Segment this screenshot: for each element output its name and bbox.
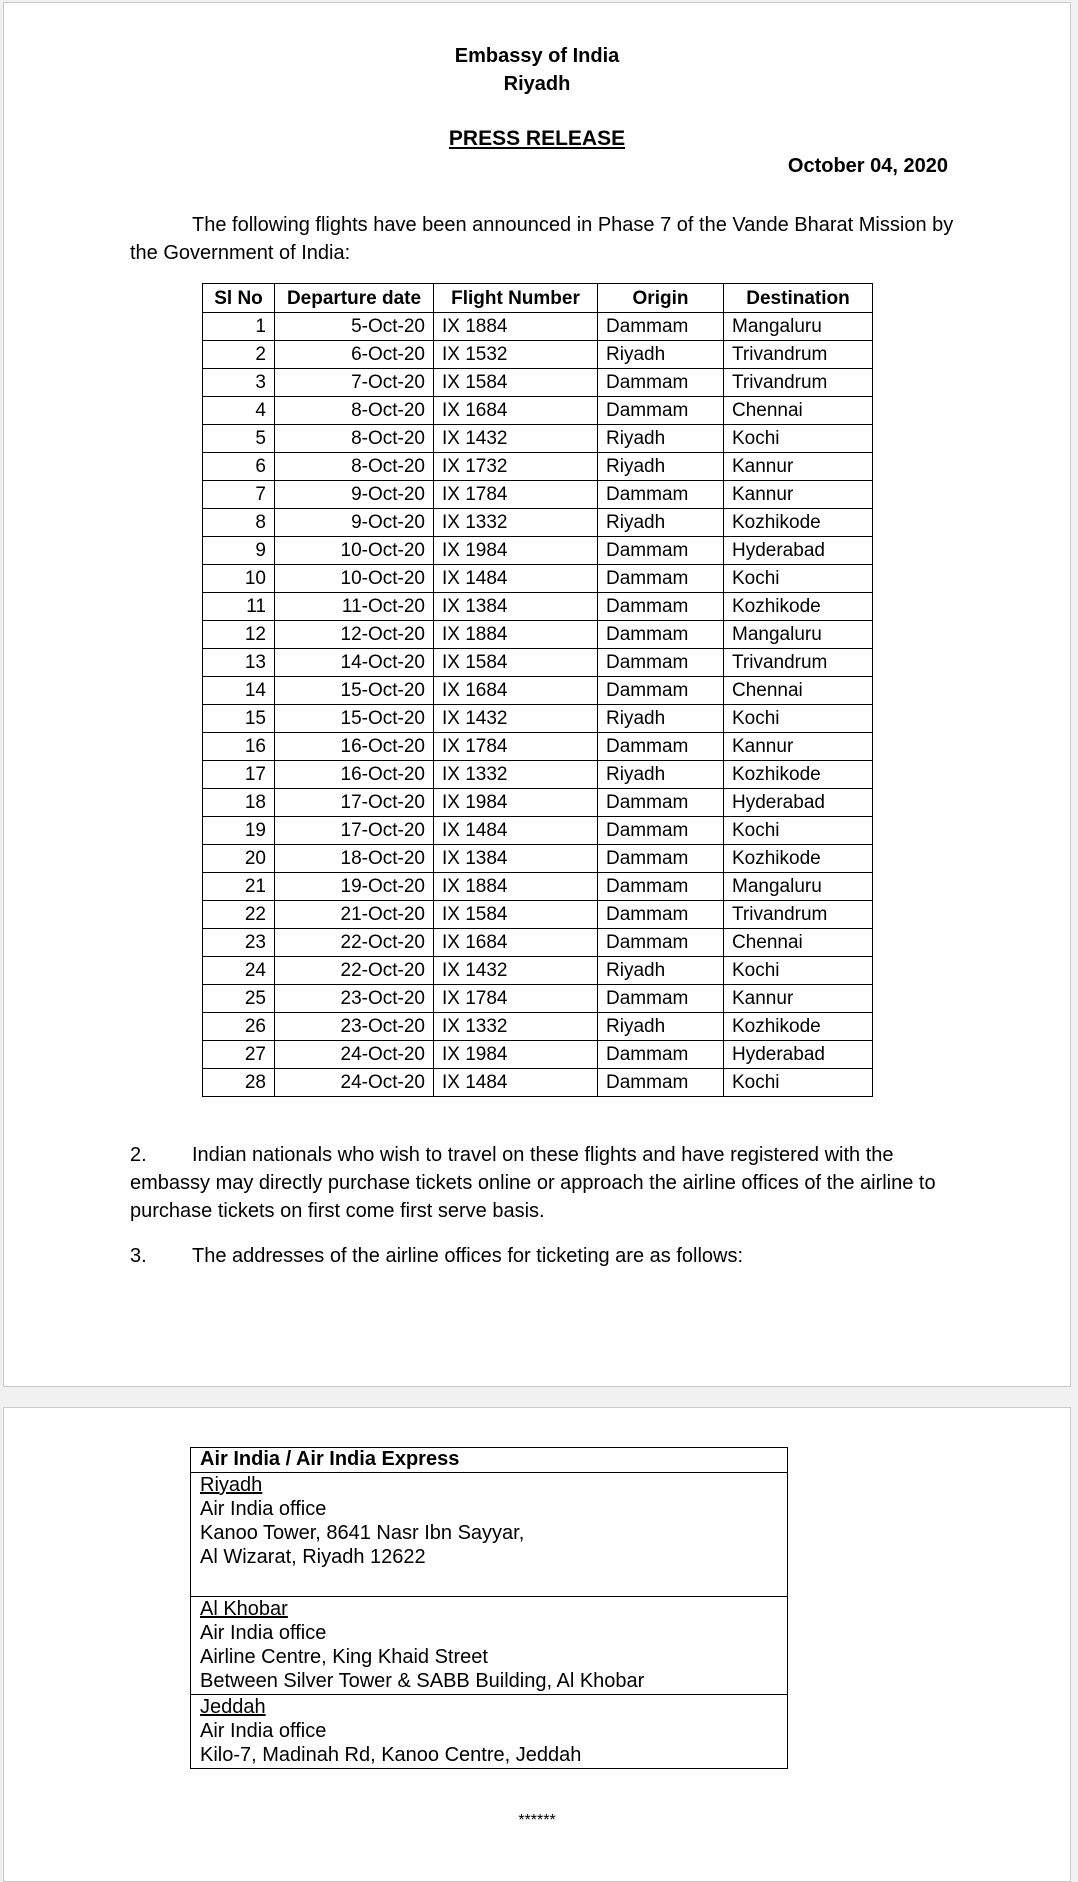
flight-number-cell: IX 1784: [434, 481, 598, 509]
destination-cell: Mangaluru: [724, 621, 873, 649]
table-row: [203, 957, 873, 985]
origin-cell: Riyadh: [598, 425, 724, 453]
flight-number-cell: IX 1484: [434, 1069, 598, 1097]
destination-cell: Chennai: [724, 397, 873, 425]
end-marker: ******: [518, 1812, 556, 1829]
destination-cell: Trivandrum: [724, 369, 873, 397]
office-khobar-line1: Air India office: [200, 1622, 327, 1644]
sl-no-cell: 15: [203, 705, 275, 733]
departure-date-cell: 17-Oct-20: [275, 817, 434, 845]
sl-no-cell: 9: [203, 537, 275, 565]
table-row: [203, 873, 873, 901]
destination-cell: Chennai: [724, 677, 873, 705]
sl-no-cell: 28: [203, 1069, 275, 1097]
offices-title: Air India / Air India Express: [191, 1448, 788, 1473]
departure-date-cell: 15-Oct-20: [275, 705, 434, 733]
destination-cell: Kozhikode: [724, 761, 873, 789]
flight-number-cell: IX 1332: [434, 761, 598, 789]
origin-cell: Dammam: [598, 677, 724, 705]
sl-no-cell: 20: [203, 845, 275, 873]
office-riyadh-city: Riyadh: [200, 1474, 263, 1496]
office-jeddah: [191, 1695, 788, 1769]
origin-cell: Riyadh: [598, 957, 724, 985]
origin-cell: Dammam: [598, 593, 724, 621]
destination-cell: Mangaluru: [724, 873, 873, 901]
flight-number-cell: IX 1384: [434, 593, 598, 621]
departure-date-cell: 24-Oct-20: [275, 1069, 434, 1097]
paragraph-3: [130, 1242, 956, 1270]
departure-date-cell: 12-Oct-20: [275, 621, 434, 649]
table-row: [203, 313, 873, 341]
destination-cell: Kochi: [724, 817, 873, 845]
table-row: [203, 761, 873, 789]
table-row: [203, 565, 873, 593]
table-row: [203, 481, 873, 509]
table-row: [203, 929, 873, 957]
departure-date-cell: 15-Oct-20: [275, 677, 434, 705]
sl-no-cell: 16: [203, 733, 275, 761]
table-row: [203, 341, 873, 369]
destination-cell: Kochi: [724, 1069, 873, 1097]
origin-cell: Riyadh: [598, 509, 724, 537]
sl-no-cell: 23: [203, 929, 275, 957]
office-riyadh-line1: Air India office: [200, 1498, 327, 1520]
destination-cell: Kochi: [724, 705, 873, 733]
flight-number-cell: IX 1484: [434, 565, 598, 593]
sl-no-cell: 24: [203, 957, 275, 985]
departure-date-cell: 14-Oct-20: [275, 649, 434, 677]
table-row: [203, 453, 873, 481]
office-riyadh-line3: Al Wizarat, Riyadh 12622: [200, 1546, 426, 1568]
sl-no-cell: 22: [203, 901, 275, 929]
destination-cell: Kozhikode: [724, 845, 873, 873]
origin-cell: Dammam: [598, 901, 724, 929]
destination-cell: Kochi: [724, 957, 873, 985]
destination-cell: Mangaluru: [724, 313, 873, 341]
departure-date-cell: 7-Oct-20: [275, 369, 434, 397]
embassy-city: Riyadh: [503, 73, 571, 95]
destination-cell: Kochi: [724, 425, 873, 453]
table-row: [203, 705, 873, 733]
table-row: [203, 817, 873, 845]
departure-date-cell: 9-Oct-20: [275, 509, 434, 537]
origin-cell: Riyadh: [598, 341, 724, 369]
office-riyadh-line2: Kanoo Tower, 8641 Nasr Ibn Sayyar,: [200, 1522, 525, 1544]
flight-number-cell: IX 1684: [434, 397, 598, 425]
table-row: [203, 425, 873, 453]
flight-number-cell: IX 1884: [434, 313, 598, 341]
intro-paragraph: The following flights have been announced in Phase 7 of the Vande Bharat Mission by the Government of India:: [130, 214, 954, 264]
flight-number-cell: IX 1484: [434, 817, 598, 845]
col-header-flight-number: Flight Number: [434, 284, 598, 313]
office-jeddah-line1: Air India office: [200, 1720, 327, 1742]
sl-no-cell: 2: [203, 341, 275, 369]
table-row: [203, 733, 873, 761]
sl-no-cell: 17: [203, 761, 275, 789]
office-khobar-line3: Between Silver Tower & SABB Building, Al Khobar: [200, 1670, 645, 1692]
departure-date-cell: 21-Oct-20: [275, 901, 434, 929]
departure-date-cell: 16-Oct-20: [275, 761, 434, 789]
origin-cell: Riyadh: [598, 1013, 724, 1041]
table-row: [203, 593, 873, 621]
paragraph-2: [130, 1141, 956, 1225]
origin-cell: Dammam: [598, 929, 724, 957]
table-row: [203, 1069, 873, 1097]
origin-cell: Dammam: [598, 621, 724, 649]
departure-date-cell: 11-Oct-20: [275, 593, 434, 621]
destination-cell: Kozhikode: [724, 509, 873, 537]
departure-date-cell: 10-Oct-20: [275, 565, 434, 593]
table-row: [203, 649, 873, 677]
departure-date-cell: 16-Oct-20: [275, 733, 434, 761]
destination-cell: Trivandrum: [724, 901, 873, 929]
release-date: October 04, 2020: [787, 155, 948, 177]
destination-cell: Hyderabad: [724, 537, 873, 565]
destination-cell: Trivandrum: [724, 649, 873, 677]
departure-date-cell: 22-Oct-20: [275, 957, 434, 985]
origin-cell: Dammam: [598, 537, 724, 565]
origin-cell: Dammam: [598, 1069, 724, 1097]
origin-cell: Dammam: [598, 313, 724, 341]
sl-no-cell: 5: [203, 425, 275, 453]
table-row: [203, 397, 873, 425]
sl-no-cell: 14: [203, 677, 275, 705]
destination-cell: Trivandrum: [724, 341, 873, 369]
flight-number-cell: IX 1384: [434, 845, 598, 873]
office-riyadh: [191, 1473, 788, 1597]
table-row: [203, 621, 873, 649]
destination-cell: Hyderabad: [724, 1041, 873, 1069]
sl-no-cell: 11: [203, 593, 275, 621]
flight-number-cell: IX 1784: [434, 985, 598, 1013]
flight-number-cell: IX 1332: [434, 1013, 598, 1041]
office-khobar: [191, 1597, 788, 1695]
departure-date-cell: 8-Oct-20: [275, 453, 434, 481]
flight-number-cell: IX 1984: [434, 537, 598, 565]
origin-cell: Dammam: [598, 985, 724, 1013]
sl-no-cell: 1: [203, 313, 275, 341]
paragraph-2-text: Indian nationals who wish to travel on these flights and have registered with the embassy may directly purchase tickets online or approach the airline offices of the airline to purchase tickets on first come first serve basis.: [130, 1144, 936, 1222]
departure-date-cell: 8-Oct-20: [275, 397, 434, 425]
flight-number-cell: IX 1884: [434, 621, 598, 649]
sl-no-cell: 25: [203, 985, 275, 1013]
flight-number-cell: IX 1584: [434, 369, 598, 397]
origin-cell: Dammam: [598, 369, 724, 397]
origin-cell: Dammam: [598, 565, 724, 593]
table-row: [203, 537, 873, 565]
departure-date-cell: 9-Oct-20: [275, 481, 434, 509]
destination-cell: Hyderabad: [724, 789, 873, 817]
origin-cell: Riyadh: [598, 761, 724, 789]
flight-number-cell: IX 1884: [434, 873, 598, 901]
origin-cell: Dammam: [598, 397, 724, 425]
sl-no-cell: 26: [203, 1013, 275, 1041]
sl-no-cell: 12: [203, 621, 275, 649]
col-header-departure-date: Departure date: [275, 284, 434, 313]
origin-cell: Dammam: [598, 873, 724, 901]
table-row: [203, 845, 873, 873]
destination-cell: Kozhikode: [724, 593, 873, 621]
col-header-origin: Origin: [598, 284, 724, 313]
sl-no-cell: 19: [203, 817, 275, 845]
table-row: [203, 985, 873, 1013]
departure-date-cell: 23-Oct-20: [275, 1013, 434, 1041]
table-row: [203, 901, 873, 929]
table-row: [203, 369, 873, 397]
table-row: [203, 509, 873, 537]
origin-cell: Dammam: [598, 481, 724, 509]
origin-cell: Dammam: [598, 733, 724, 761]
flight-number-cell: IX 1432: [434, 705, 598, 733]
destination-cell: Kannur: [724, 453, 873, 481]
sl-no-cell: 8: [203, 509, 275, 537]
press-release-page-2: [3, 1407, 1071, 1882]
flight-number-cell: IX 1332: [434, 509, 598, 537]
destination-cell: Kannur: [724, 481, 873, 509]
origin-cell: Riyadh: [598, 705, 724, 733]
embassy-name: Embassy of India: [454, 45, 620, 67]
departure-date-cell: 5-Oct-20: [275, 313, 434, 341]
departure-date-cell: 19-Oct-20: [275, 873, 434, 901]
sl-no-cell: 18: [203, 789, 275, 817]
flight-number-cell: IX 1684: [434, 677, 598, 705]
office-khobar-city: Al Khobar: [200, 1598, 288, 1620]
departure-date-cell: 22-Oct-20: [275, 929, 434, 957]
table-row: [203, 677, 873, 705]
table-row: [203, 1013, 873, 1041]
destination-cell: Kannur: [724, 985, 873, 1013]
flight-number-cell: IX 1984: [434, 1041, 598, 1069]
flight-number-cell: IX 1584: [434, 649, 598, 677]
table-row: [203, 789, 873, 817]
press-release-page-1: [3, 2, 1071, 1387]
flight-number-cell: IX 1784: [434, 733, 598, 761]
origin-cell: Dammam: [598, 845, 724, 873]
departure-date-cell: 6-Oct-20: [275, 341, 434, 369]
departure-date-cell: 24-Oct-20: [275, 1041, 434, 1069]
sl-no-cell: 4: [203, 397, 275, 425]
flights-table: [202, 283, 873, 1097]
paragraph-3-number: 3.: [130, 1245, 147, 1267]
departure-date-cell: 8-Oct-20: [275, 425, 434, 453]
airline-offices-table: [190, 1447, 788, 1769]
flight-number-cell: IX 1532: [434, 341, 598, 369]
origin-cell: Dammam: [598, 1041, 724, 1069]
flight-number-cell: IX 1732: [434, 453, 598, 481]
destination-cell: Kochi: [724, 565, 873, 593]
col-header-destination: Destination: [724, 284, 873, 313]
document-title: PRESS RELEASE: [448, 127, 626, 150]
departure-date-cell: 10-Oct-20: [275, 537, 434, 565]
paragraph-2-number: 2.: [130, 1144, 147, 1166]
sl-no-cell: 10: [203, 565, 275, 593]
destination-cell: Kannur: [724, 733, 873, 761]
flight-number-cell: IX 1584: [434, 901, 598, 929]
sl-no-cell: 7: [203, 481, 275, 509]
flight-number-cell: IX 1432: [434, 425, 598, 453]
sl-no-cell: 27: [203, 1041, 275, 1069]
table-row: [203, 1041, 873, 1069]
flights-table-header: [203, 284, 873, 313]
office-khobar-line2: Airline Centre, King Khaid Street: [200, 1646, 488, 1668]
origin-cell: Dammam: [598, 789, 724, 817]
sl-no-cell: 13: [203, 649, 275, 677]
sl-no-cell: 6: [203, 453, 275, 481]
flight-number-cell: IX 1984: [434, 789, 598, 817]
sl-no-cell: 3: [203, 369, 275, 397]
col-header-sl-no: Sl No: [203, 284, 275, 313]
sl-no-cell: 21: [203, 873, 275, 901]
destination-cell: Kozhikode: [724, 1013, 873, 1041]
origin-cell: Riyadh: [598, 453, 724, 481]
flight-number-cell: IX 1432: [434, 957, 598, 985]
departure-date-cell: 18-Oct-20: [275, 845, 434, 873]
departure-date-cell: 23-Oct-20: [275, 985, 434, 1013]
origin-cell: Dammam: [598, 817, 724, 845]
departure-date-cell: 17-Oct-20: [275, 789, 434, 817]
office-jeddah-line2: Kilo-7, Madinah Rd, Kanoo Centre, Jeddah: [200, 1744, 582, 1766]
office-jeddah-city: Jeddah: [200, 1696, 266, 1718]
paragraph-3-text: The addresses of the airline offices for ticketing are as follows:: [192, 1245, 744, 1267]
origin-cell: Dammam: [598, 649, 724, 677]
destination-cell: Chennai: [724, 929, 873, 957]
flight-number-cell: IX 1684: [434, 929, 598, 957]
